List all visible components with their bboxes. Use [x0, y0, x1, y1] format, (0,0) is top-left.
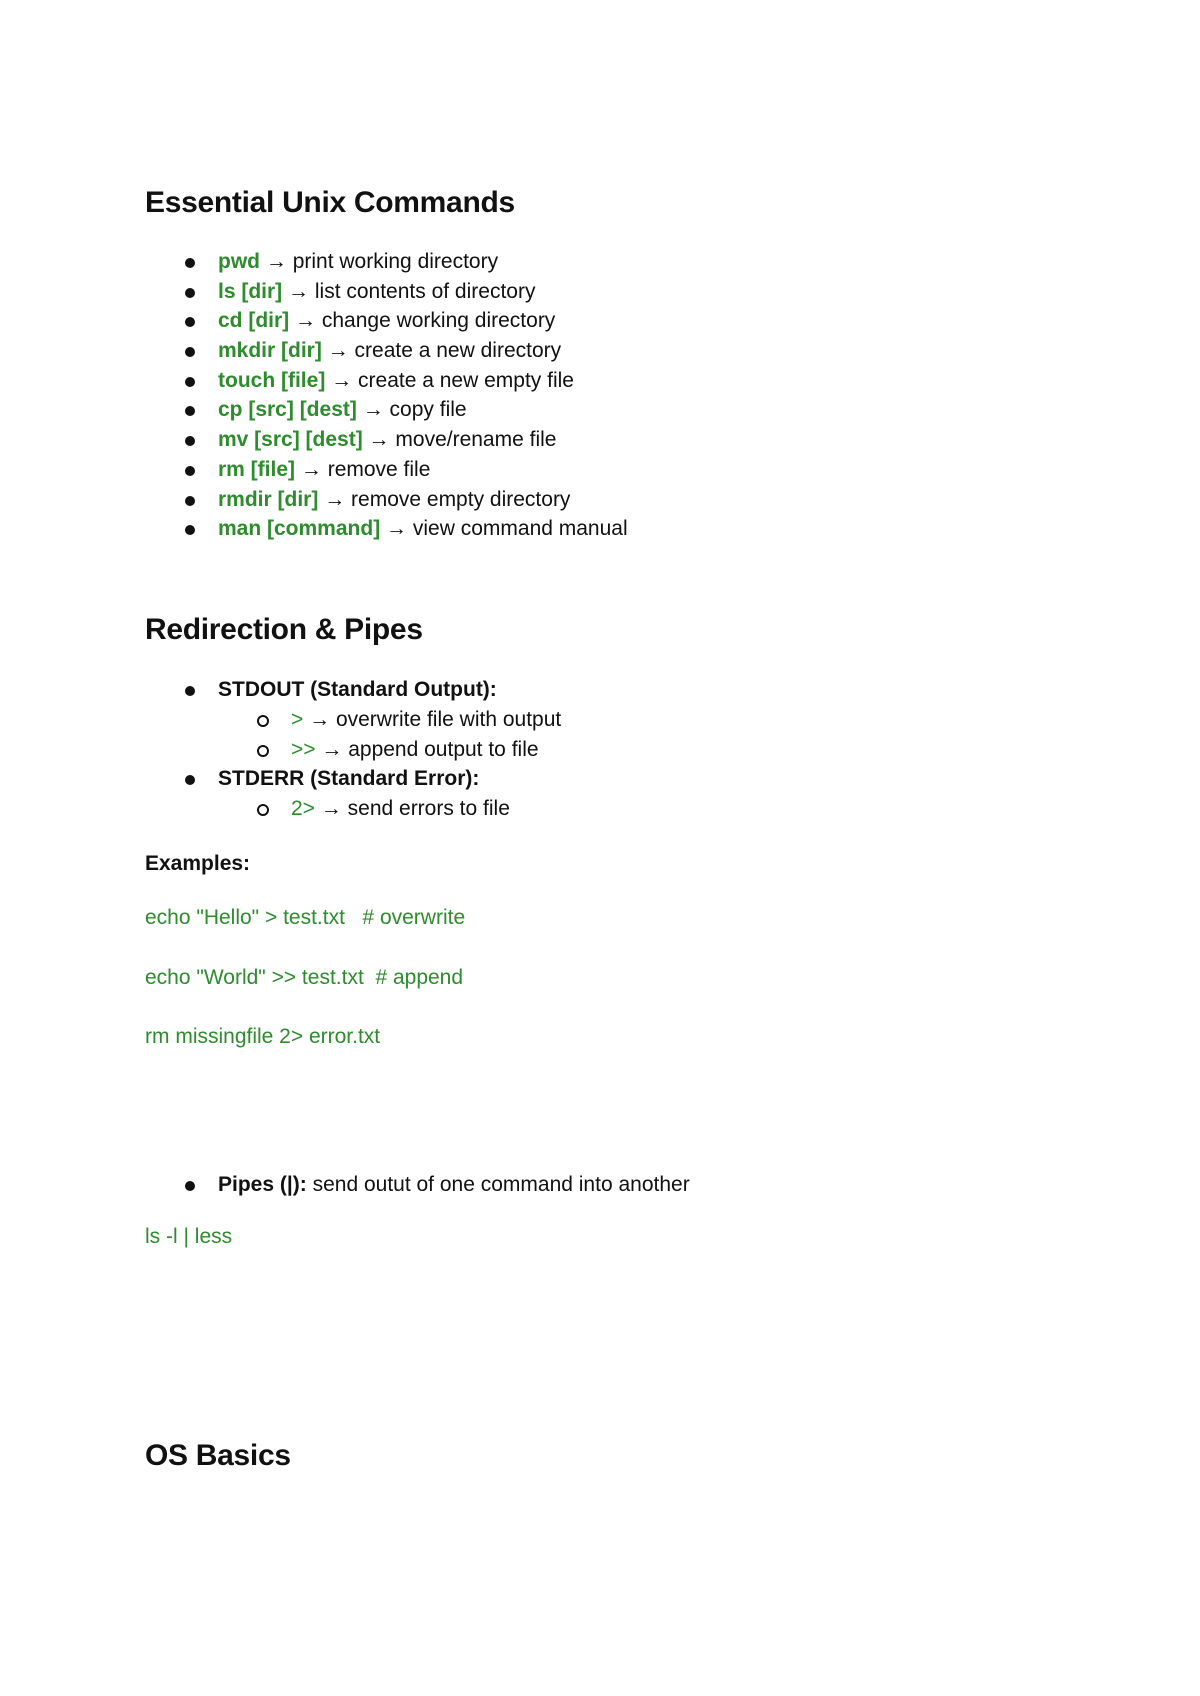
bullet-icon	[185, 377, 195, 387]
bullet-icon	[185, 288, 195, 298]
circle-bullet-icon	[257, 804, 269, 816]
list-item-stdout: STDOUT (Standard Output):	[145, 675, 497, 705]
bullet-icon	[185, 1181, 195, 1191]
arrow-icon: →	[320, 797, 342, 820]
arrow-icon: →	[265, 250, 287, 273]
unix-command-list	[145, 247, 628, 544]
list-item: man [command] → view command manual	[145, 514, 628, 544]
bullet-icon	[185, 347, 195, 357]
arrow-icon: →	[368, 428, 390, 452]
bullet-icon	[185, 406, 195, 416]
redirection-list	[145, 675, 497, 705]
pipe-example-code-line: ls -l | less	[145, 1225, 233, 1248]
bullet-icon	[185, 525, 195, 535]
arrow-icon: →	[321, 737, 343, 761]
bullet-icon	[185, 496, 195, 506]
bullet-icon	[185, 436, 195, 446]
bullet-icon	[185, 775, 195, 785]
heading-os-basics: OS Basics	[145, 1439, 291, 1472]
list-item: ls [dir] → list contents of directory	[145, 277, 628, 307]
arrow-icon: →	[288, 279, 310, 303]
list-item: cp [src] [dest] → copy file	[145, 395, 628, 425]
stdout-sublist	[145, 705, 561, 764]
list-item: mv [src] [dest] → move/rename file	[145, 425, 628, 455]
list-item: touch [file] → create a new empty file	[145, 366, 628, 396]
list-item: rmdir [dir] → remove empty directory	[145, 485, 628, 515]
bullet-icon	[185, 317, 195, 327]
example-code-line: echo "Hello" > test.txt # overwrite	[145, 906, 466, 929]
arrow-icon: →	[300, 457, 322, 481]
list-item-stderr: STDERR (Standard Error):	[145, 764, 479, 794]
bullet-icon	[185, 258, 195, 268]
list-item: pwd → print working directory	[145, 247, 628, 277]
circle-bullet-icon	[257, 715, 269, 727]
examples-label: Examples:	[145, 852, 251, 875]
bullet-icon	[185, 466, 195, 476]
list-item: rm [file] → remove file	[145, 455, 628, 485]
arrow-icon: →	[309, 708, 331, 731]
arrow-icon: →	[327, 339, 349, 363]
circle-bullet-icon	[257, 745, 269, 757]
list-item: mkdir [dir] → create a new directory	[145, 336, 628, 366]
arrow-icon: →	[295, 309, 317, 333]
arrow-icon: →	[362, 398, 384, 422]
heading-redirection-pipes: Redirection & Pipes	[145, 613, 423, 646]
example-code-line: rm missingfile 2> error.txt	[145, 1025, 381, 1048]
redirection-list-stderr	[145, 764, 479, 794]
sub-list-item: > → overwrite file with output	[145, 705, 561, 735]
sub-list-item: >> → append output to file	[145, 735, 561, 765]
list-item-pipes: Pipes (|): send outut of one command into another	[145, 1170, 690, 1200]
arrow-icon: →	[324, 487, 346, 511]
pipes-list	[145, 1170, 690, 1200]
arrow-icon: →	[331, 368, 353, 392]
example-code-line: echo "World" >> test.txt # append	[145, 966, 464, 989]
stderr-sublist	[145, 794, 510, 824]
list-item: cd [dir] → change working directory	[145, 306, 628, 336]
heading-essential-unix-commands: Essential Unix Commands	[145, 186, 515, 219]
bullet-icon	[185, 686, 195, 696]
sub-list-item: 2> → send errors to file	[145, 794, 510, 824]
arrow-icon: →	[386, 517, 408, 541]
